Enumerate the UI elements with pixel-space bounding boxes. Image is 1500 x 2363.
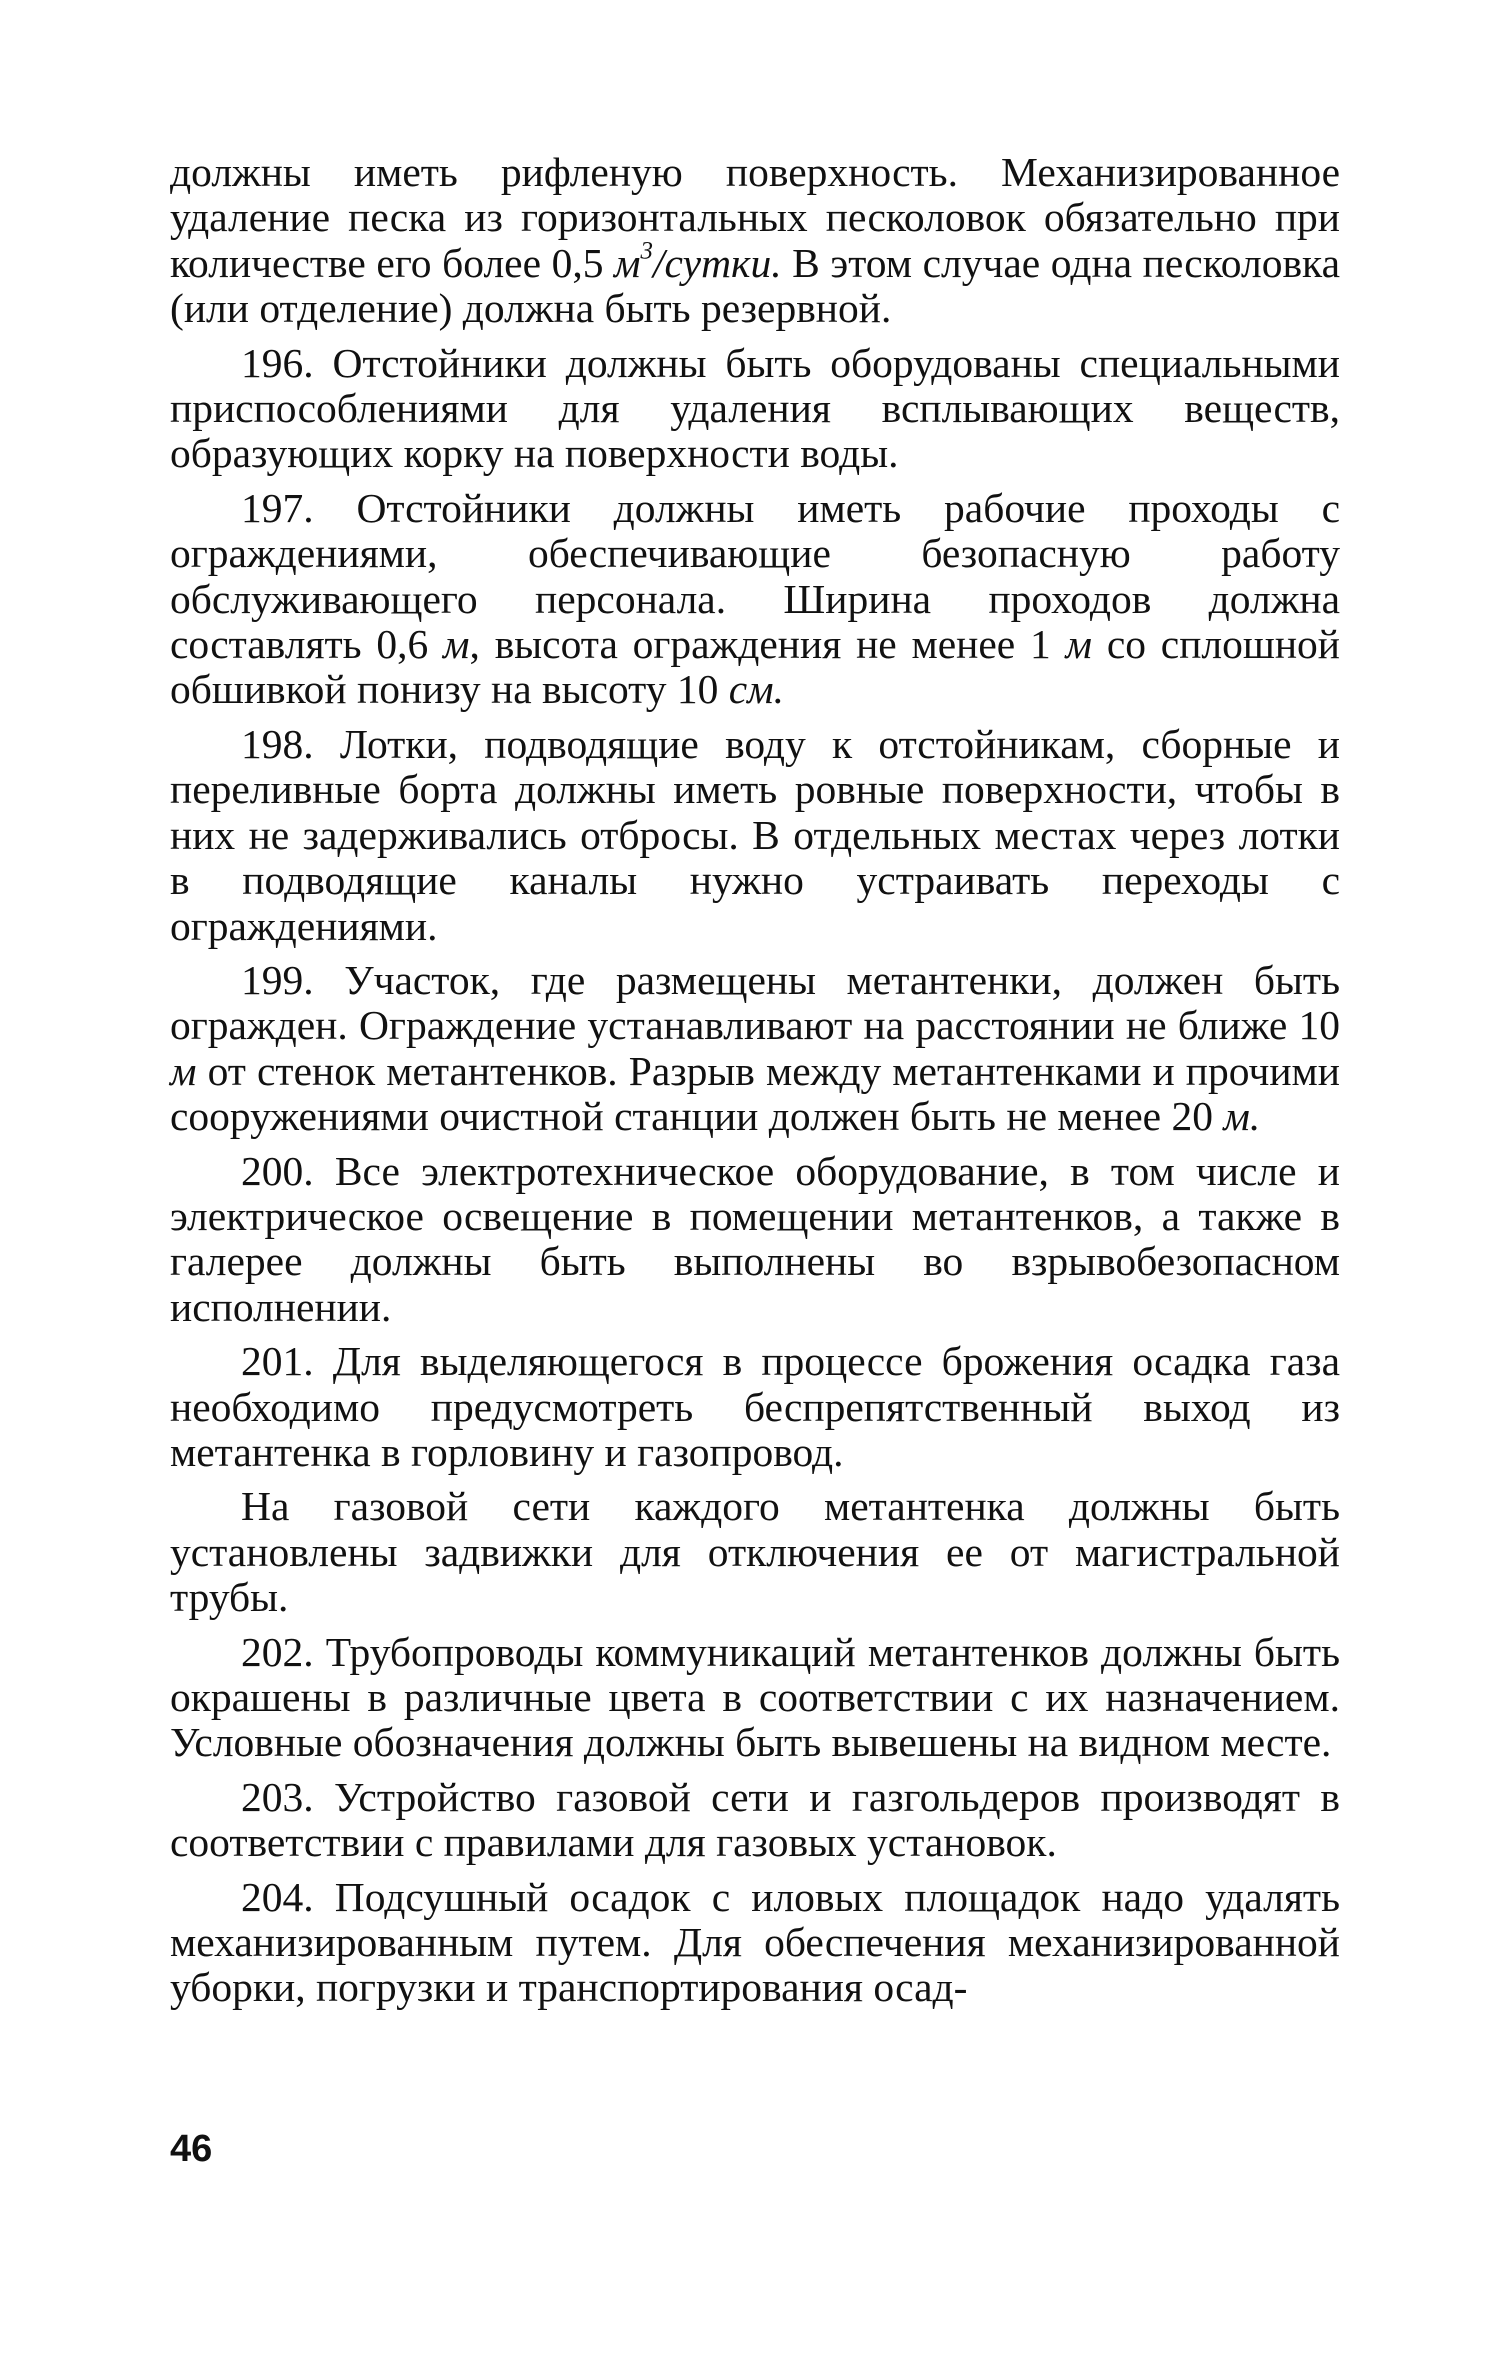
paragraph-199: 199. Участок, где размещены метантенки, должен быть огражден. Ограждение устанавливают на расстоянии не ближе 10 м от стенок метантенков. Разрыв между метантенками и прочими сооружениями очистной станции должен быть не менее 20 м. xyxy=(170,956,1340,1140)
paragraph-202: 202. Трубопроводы коммуникаций метантенков должны быть окрашены в различные цвета в соответствии с их назначением. Условные обозначения должны быть вывешены на видном месте. xyxy=(170,1628,1340,1766)
paragraph-continuation: должны иметь рифленую поверхность. Механизированное удаление песка из горизонтальных песколовок обязательно при количестве его более 0,5 $м^3$/сутки. В этом случае одна песколовка (или отделение) должна быть резервной. xyxy=(170,149,1340,332)
paragraph-197: 197. Отстойники должны иметь рабочие проходы с ограждениями, обеспечивающие безопасную работу обслуживающего персонала. Ширина проходов должна составлять 0,6 м, высота ограждения не менее 1 м со сплошной обшивкой понизу на высоту 10 см. xyxy=(170,484,1340,713)
paragraph-203: 203. Устройство газовой сети и газгольдеров производят в соответствии с правилами для газовых установок. xyxy=(170,1773,1340,1866)
paragraph-201-continued: На газовой сети каждого метантенка должны быть установлены задвижки для отключения ее от магистральной трубы. xyxy=(170,1483,1340,1621)
paragraph-198: 198. Лотки, подводящие воду к отстойникам, сборные и переливные борта должны иметь ровные поверхности, чтобы в них не задерживались отбросы. В отдельных местах через лотки в подводящие каналы нужно устраивать переходы с ограждениями. xyxy=(170,720,1340,949)
paragraph-204: 204. Подсушный осадок с иловых площадок надо удалять механизированным путем. Для обеспечения механизированной уборки, погрузки и транспортирования осад- xyxy=(170,1873,1340,2011)
paragraph-200: 200. Все электротехническое оборудование, в том числе и электрическое освещение в помещении метантенков, а также в галерее должны быть выполнены во взрывобезопасном исполнении. xyxy=(170,1147,1340,1330)
page-number: 46 xyxy=(170,2128,213,2170)
page-body xyxy=(170,150,1340,2300)
paragraph-201: 201. Для выделяющегося в процессе брожения осадка газа необходимо предусмотреть беспрепятственный выход из метантенка в горловину и газопровод. xyxy=(170,1338,1340,1475)
paragraph-196: 196. Отстойники должны быть оборудованы специальными приспособлениями для удаления всплывающих веществ, образующих корку на поверхности воды. xyxy=(170,339,1340,477)
